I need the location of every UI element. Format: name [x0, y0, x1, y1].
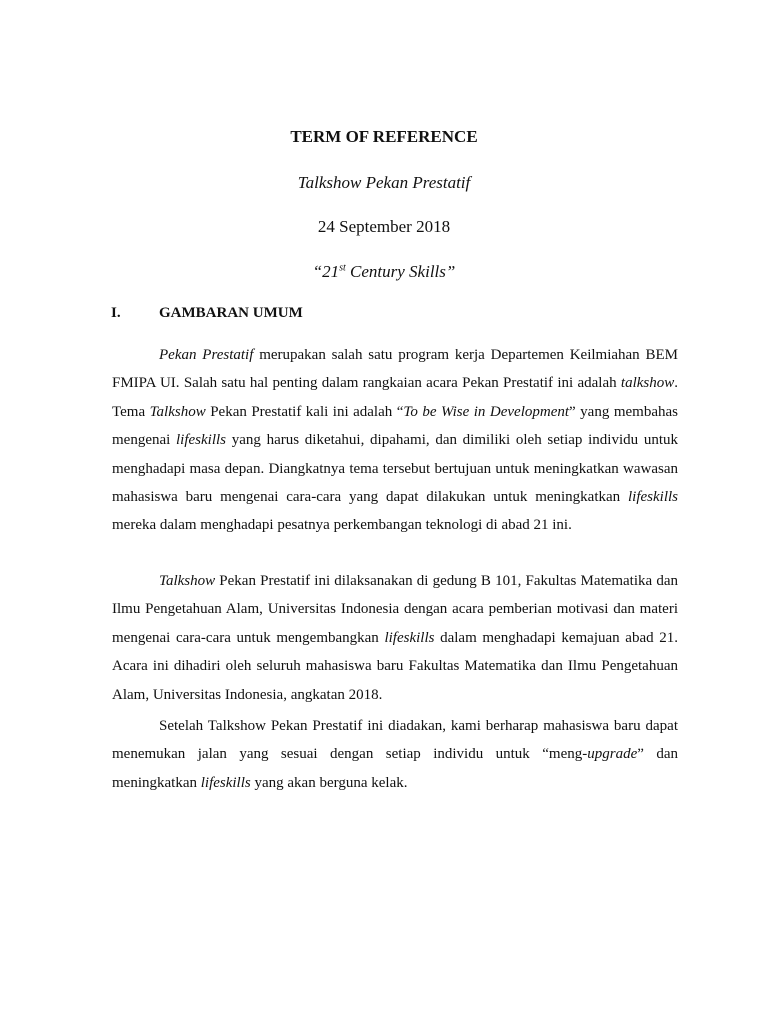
- p3-d: lifeskills: [200, 774, 251, 791]
- section-number: I.: [111, 305, 121, 321]
- p2-d: dalam menghadapi kemajuan abad 21. Acara ini dihadiri oleh seluruh mahasiswa baru Fakultas Matematika dan Ilmu Pengetahuan Alam, Universitas Indonesia, angkatan 2018.: [112, 629, 678, 703]
- paragraph-3: [112, 712, 678, 797]
- p1-g: To be Wise in Development: [403, 403, 570, 420]
- p3-e: yang akan berguna kelak.: [250, 774, 408, 791]
- theme-superscript: st: [339, 262, 346, 274]
- event-name: Talkshow Pekan Prestatif: [297, 173, 471, 192]
- p1-d: . Tema: [112, 375, 678, 420]
- p3-a: Setelah Talkshow Pekan Prestatif ini diadakan, kami berharap mahasiswa baru dapat menemukan jalan yang sesuai dengan setiap individu untuk “meng-: [112, 718, 678, 763]
- p1-a: Pekan Prestatif: [159, 347, 254, 363]
- p1-f: Pekan Prestatif kali ini adalah “: [205, 403, 404, 420]
- p1-c: talkshow: [620, 375, 675, 392]
- p1-b: merupakan salah satu program kerja Departemen Keilmiahan BEM FMIPA UI. Salah satu hal penting dalam rangkaian acara Pekan Prestatif ini adalah: [112, 347, 678, 392]
- document-title: TERM OF REFERENCE: [290, 127, 478, 146]
- p2-a: Talkshow: [159, 573, 216, 589]
- p1-i: lifeskills: [176, 432, 227, 449]
- event-theme: [0, 262, 768, 282]
- paragraph-2: [112, 567, 678, 709]
- event-date: 24 September 2018: [317, 217, 451, 236]
- section-title: GAMBARAN UMUM: [159, 305, 303, 321]
- p3-b: upgrade: [587, 746, 638, 763]
- p2-b: Pekan Prestatif ini dilaksanakan di gedung B 101, Fakultas Matematika dan Ilmu Pengetahuan Alam, Universitas Indonesia dengan acara pemberian motivasi dan materi mengenai cara-cara untuk mengembangkan: [112, 573, 678, 646]
- p1-e: Talkshow: [149, 403, 206, 420]
- p1-l: mereka dalam menghadapi pesatnya perkembangan teknologi di abad 21 ini.: [112, 517, 572, 534]
- paragraph-1: [112, 341, 678, 540]
- p1-k: lifeskills: [628, 489, 678, 506]
- p2-c: lifeskills: [384, 629, 435, 646]
- theme-rest: Century Skills”: [345, 262, 456, 281]
- p1-j: yang harus diketahui, dipahami, dan dimiliki oleh setiap individu untuk menghadapi masa depan. Diangkatnya tema tersebut bertujuan untuk meningkatkan wawasan mahasiswa baru mengenai cara-cara yang dapat dilakukan untuk meningkatkan: [112, 432, 678, 506]
- p3-c: ” dan meningkatkan: [112, 746, 678, 791]
- theme-open: “21: [312, 262, 340, 281]
- p1-h: ” yang membahas mengenai: [112, 403, 678, 449]
